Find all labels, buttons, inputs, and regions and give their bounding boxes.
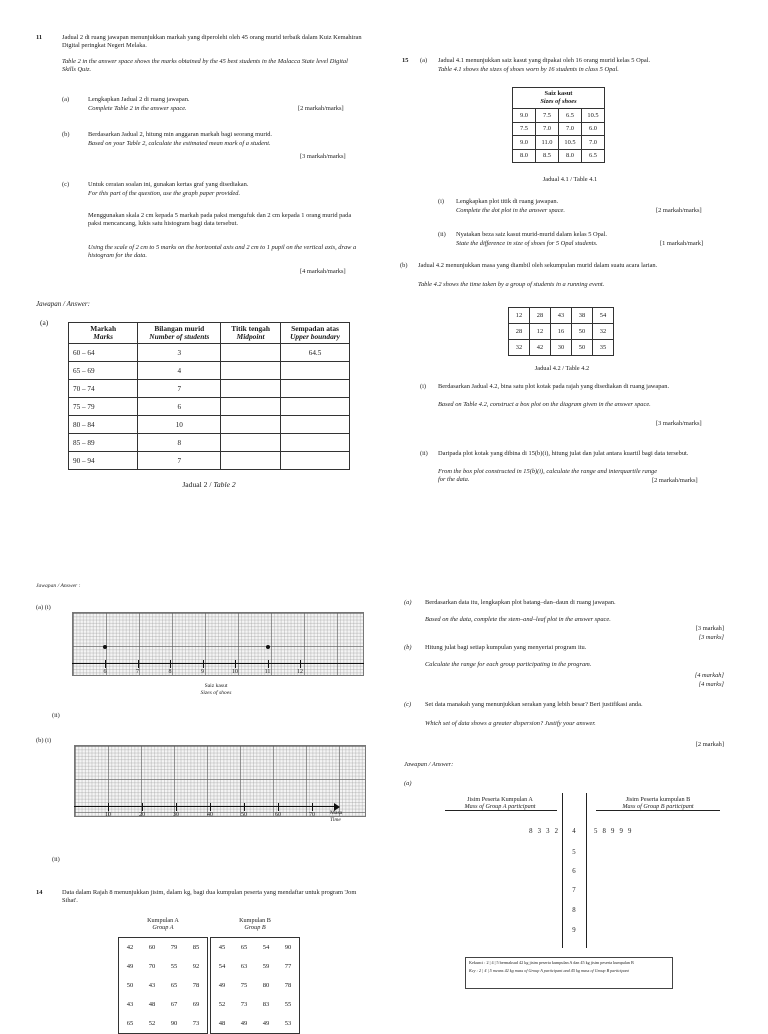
- cell: 28: [530, 308, 551, 324]
- cell: 92: [192, 963, 200, 970]
- cell: 70: [148, 963, 156, 970]
- part-label: (a): [420, 57, 428, 64]
- box-plot-axis: [74, 806, 336, 807]
- cell: 75 – 79: [69, 398, 138, 416]
- question-number: 15: [402, 57, 409, 64]
- cell: 60: [148, 944, 156, 951]
- cell: 80: [262, 982, 270, 989]
- part-a-en: Table 4.1 shows the sizes of shoes worn by 16 students in class 5 Opal.: [438, 66, 619, 73]
- question-number: 11: [36, 34, 43, 41]
- axis-tick-label: 50: [241, 812, 247, 818]
- cell: 54: [593, 308, 614, 324]
- table-row: [69, 434, 350, 452]
- part-label: (a): [62, 96, 70, 103]
- axis-tick-label: 60: [275, 812, 281, 818]
- cell[interactable]: [281, 362, 350, 380]
- table-row: [69, 398, 350, 416]
- answer-label: Jawapan / Answer:: [404, 761, 454, 768]
- marks-badge: [3 markah/marks]: [300, 153, 346, 160]
- cell: 65: [240, 944, 248, 951]
- cell: 65 – 69: [69, 362, 138, 380]
- part-label: (ii): [420, 450, 428, 457]
- marks-badge: [3 marks]: [698, 634, 724, 641]
- cell: 75: [240, 982, 248, 989]
- cell: 65: [126, 1020, 134, 1027]
- part-bi-ms: Berdasarkan Jadual 4.2, bina satu plot kotak pada rajah yang disediakan di ruang jawapan.: [438, 383, 670, 390]
- cell: 69: [192, 1001, 200, 1008]
- cell: 7.5: [513, 122, 536, 136]
- answer-part-label: (ii): [52, 856, 60, 863]
- cell: 50: [572, 340, 593, 356]
- part-c-instruction-en: Using the scale of 2 cm to 5 marks on the horizontal axis and 2 cm to 1 pupil on the vertical axis, draw a histogram for the data.: [88, 244, 357, 259]
- cell[interactable]: [281, 380, 350, 398]
- group-b-header: [210, 917, 300, 931]
- axis-tick: [210, 803, 211, 811]
- axis-tick-label: 10: [105, 812, 111, 818]
- axis-label-en: Time: [330, 817, 341, 823]
- part-label: (c): [62, 181, 70, 188]
- part-aii-ms: Nyatakan beza saiz kasut murid-murid dalam kelas 5 Opal.: [456, 231, 608, 238]
- stem-divider-left: [562, 793, 563, 948]
- header-ms: Markah: [90, 324, 117, 333]
- part-b-en: Calculate the range for each group participating in the program.: [425, 661, 592, 668]
- cell: 30: [551, 340, 572, 356]
- cell: 63: [240, 963, 248, 970]
- axis-tick-label: 6: [103, 669, 107, 675]
- leaf-header-ms: Jisim Peserta Kumpulan A: [467, 796, 533, 803]
- part-bi-en: Based on Table 4.2, construct a box plot on the diagram given in the answer space.: [438, 401, 651, 408]
- cell: 60 – 64: [69, 344, 138, 362]
- cell: 49: [262, 1020, 270, 1027]
- part-b-ms: Jadual 4.2 menunjukkan masa yang diambil oleh sekumpulan murid dalam suatu acara larian.: [418, 262, 658, 269]
- stem-value: 8: [572, 907, 576, 914]
- cell: 8.0: [513, 149, 536, 163]
- cell[interactable]: [221, 434, 281, 452]
- cell: 77: [284, 963, 292, 970]
- group-header-ms: Kumpulan B: [239, 917, 271, 924]
- header-underline: [445, 810, 557, 811]
- part-a-en: Complete Table 2 in the answer space.: [88, 105, 187, 112]
- cell: 54: [262, 944, 270, 951]
- cell: 53: [284, 1020, 292, 1027]
- cell: 50: [126, 982, 134, 989]
- shoe-table-header: [513, 88, 605, 109]
- stem-leaf-key: [465, 957, 673, 989]
- axis-tick: [105, 660, 106, 668]
- answer-part-label: (a): [40, 318, 49, 327]
- axis-label-ms: Masa: [330, 810, 343, 816]
- header-ms: Saiz kasut: [544, 90, 573, 97]
- table-row: [69, 416, 350, 434]
- group-a-table: [118, 937, 208, 1034]
- stem-value: 4: [572, 828, 576, 835]
- group-header-ms: Kumpulan A: [147, 917, 179, 924]
- table-row: [509, 308, 614, 324]
- cell: 90: [170, 1020, 178, 1027]
- part-b-ms: Berdasarkan Jadual 2, hitung min anggaran markah bagi seorang murid.: [88, 131, 273, 138]
- shoe-size-table: [512, 87, 605, 163]
- cell[interactable]: [221, 380, 281, 398]
- cell: 78: [284, 982, 292, 989]
- answer-label: Jawapan / Answer:: [36, 300, 90, 308]
- leaf-header-ms: Jisim Peserta kumpulan B: [625, 796, 691, 803]
- table-row: [119, 976, 208, 995]
- part-c-ms: Untuk ceraian soalan ini, gunakan kertas graf yang disediakan.: [88, 181, 249, 188]
- axis-tick: [138, 660, 139, 668]
- dot-plot-axis: [72, 663, 364, 664]
- question-intro-en: Table 2 in the answer space shows the marks obtained by the 45 best students in the Malacca State level Digital Skills Quiz.: [62, 58, 348, 73]
- cell: 49: [218, 982, 226, 989]
- table-row: [69, 362, 350, 380]
- part-b-ms: Hitung julat bagi setiap kumpulan yang menyertai program itu.: [425, 644, 587, 651]
- cell: 85: [192, 944, 200, 951]
- cell: 52: [148, 1020, 156, 1027]
- table-row: [509, 324, 614, 340]
- question-number: 14: [36, 889, 43, 896]
- part-c-en: For this part of the question, use the graph paper provided.: [88, 190, 241, 197]
- cell: 38: [572, 308, 593, 324]
- cell: 48: [148, 1001, 156, 1008]
- cell: 73: [192, 1020, 200, 1027]
- cell: 83: [262, 1001, 270, 1008]
- marks-badge: [3 markah]: [695, 625, 724, 632]
- answer-part-label: (a): [404, 780, 412, 787]
- axis-tick: [268, 660, 269, 668]
- table-row: [119, 938, 208, 958]
- part-ai-en: Complete the dot plot in the answer space.: [456, 207, 565, 214]
- table-row: [119, 957, 208, 976]
- marks-badge: [1 markah/mark]: [660, 240, 704, 247]
- part-a-ms: Lengkapkan Jadual 2 di ruang jawapan.: [88, 96, 190, 103]
- part-label: (i): [420, 383, 427, 390]
- cell: 55: [284, 1001, 292, 1008]
- marks-badge: [2 markah]: [695, 741, 724, 748]
- key-en: Key : 2 | 4 | 5 means 42 kg mass of Group A participant and 45 kg mass of Group B participant: [469, 968, 629, 973]
- table-row: [69, 344, 350, 362]
- axis-tick: [300, 660, 301, 668]
- axis-tick-label: 11: [264, 669, 271, 675]
- marks-badge: [3 markah/marks]: [656, 420, 702, 427]
- part-bii-en: From the box plot constructed in 15(b)(i), calculate the range and interquartile range for the data.: [438, 468, 658, 483]
- answer-part-label: (ii): [52, 712, 60, 719]
- cell: 67: [170, 1001, 178, 1008]
- leaf-header-en: Mass of Group B participant: [622, 803, 694, 810]
- axis-tick-label: 10: [232, 669, 238, 675]
- answer-title: Jawapan / Answer :: [36, 583, 81, 589]
- question-intro: Data dalam Rajah 8 menunjukkan jisim, dalam kg, bagi dua kumpulan peserta yang mendaftar untuk program 'Jom Sihat'.: [62, 889, 357, 904]
- cell[interactable]: [221, 344, 281, 362]
- header-en: Midpoint: [236, 332, 265, 341]
- axis-tick-label: 9: [201, 669, 204, 675]
- cell: 10.5: [559, 136, 582, 150]
- marks-badge: [2 markah/marks]: [298, 105, 344, 112]
- cell: 78: [192, 982, 200, 989]
- cell: 80 – 84: [69, 416, 138, 434]
- cell: 16: [551, 324, 572, 340]
- cell[interactable]: [281, 416, 350, 434]
- part-b-en: Table 4.2 shows the time taken by a group of students in a running event.: [418, 281, 605, 288]
- key-ms: Kekunci : 2 | 4 | 5 bermaksud 42 kg jisim peserta kumpulan A dan 45 kg jisim peserta kumpulan B: [469, 960, 634, 965]
- caption-ms: Jadual 2 /: [182, 480, 214, 489]
- plotted-dot: [266, 645, 270, 649]
- cell: 10: [138, 416, 221, 434]
- cell: 12: [509, 308, 530, 324]
- right-leaves-row[interactable]: 5 8 9 9 9: [594, 828, 632, 835]
- cell[interactable]: [221, 398, 281, 416]
- cell[interactable]: [281, 398, 350, 416]
- marks-badge: [2 markah/marks]: [652, 477, 698, 484]
- header-ms: Titik tengah: [231, 324, 270, 333]
- cell: 48: [218, 1020, 226, 1027]
- group-b-table: [210, 937, 300, 1034]
- table-row: [211, 957, 300, 976]
- part-label: (ii): [438, 231, 446, 238]
- cell: 43: [126, 1001, 134, 1008]
- cell: 50: [572, 324, 593, 340]
- axis-tick-label: 20: [139, 812, 145, 818]
- cell: 3: [138, 344, 221, 362]
- axis-tick-label: 30: [173, 812, 179, 818]
- axis-label-ms: Saiz kasut: [204, 683, 228, 689]
- cell[interactable]: [281, 434, 350, 452]
- table-row: [211, 938, 300, 958]
- axis-tick: [235, 660, 236, 668]
- cell[interactable]: [281, 452, 350, 470]
- axis-tick: [278, 803, 279, 811]
- table-row: [513, 109, 605, 123]
- cell: 12: [530, 324, 551, 340]
- part-aii-en: State the difference in size of shoes for 5 Opal students.: [456, 240, 598, 247]
- cell: 8: [138, 434, 221, 452]
- cell: 42: [126, 944, 134, 951]
- table-row: [211, 995, 300, 1014]
- part-label: (b): [400, 262, 408, 269]
- cell: 43: [148, 982, 156, 989]
- part-c-instruction-ms: Menggunakan skala 2 cm kepada 5 markah pada paksi mengufuk dan 2 cm kepada 1 orang murid pada paksi mencancang, lukis satu histogram bagi data tersebut.: [88, 212, 352, 227]
- axis-tick: [170, 660, 171, 668]
- left-leaf-header: [445, 796, 555, 810]
- cell: 49: [126, 963, 134, 970]
- header-ms: Bilangan murid: [154, 324, 205, 333]
- part-a-ms: Jadual 4.1 menunjukkan saiz kasut yang dipakai oleh 16 orang murid kelas 5 Opal.: [438, 57, 651, 64]
- header-en: Number of students: [149, 332, 210, 341]
- cell: 7.5: [536, 109, 559, 123]
- axis-label-en: Sizes of shoes: [200, 690, 232, 696]
- part-label: (b): [404, 644, 412, 651]
- cell: 54: [218, 963, 226, 970]
- cell: 49: [240, 1020, 248, 1027]
- part-a-ms: Berdasarkan data itu, lengkapkan plot batang–dan–daun di ruang jawapan.: [425, 599, 616, 606]
- cell: 9.0: [513, 136, 536, 150]
- cell: 4: [138, 362, 221, 380]
- cell: 43: [551, 308, 572, 324]
- stem-value: 7: [572, 887, 576, 894]
- part-c-ms: Set data manakah yang menunjukkan serakan yang lebih besar? Beri justifikasi anda.: [425, 701, 643, 708]
- cell[interactable]: [221, 452, 281, 470]
- cell: 7.0: [582, 136, 605, 150]
- stem-divider-right: [586, 793, 587, 948]
- table-row: [513, 122, 605, 136]
- marks-badge: [2 markah/marks]: [656, 207, 702, 214]
- part-bii-ms: Daripada plot kotak yang dibina di 15(b)(i), hitung julat dan julat antara kuartil bagi data tersebut.: [438, 450, 689, 457]
- cell: 73: [240, 1001, 248, 1008]
- cell: 11.0: [536, 136, 559, 150]
- axis-tick-label: 8: [168, 669, 172, 675]
- cell: 28: [509, 324, 530, 340]
- cell: 90: [284, 944, 292, 951]
- cell: 7: [138, 380, 221, 398]
- cell: 42: [530, 340, 551, 356]
- marks-badge: [4 marks]: [698, 681, 724, 688]
- header-ms: Sempadan atas: [291, 324, 339, 333]
- cell: 6.5: [582, 149, 605, 163]
- cell: 7.0: [536, 122, 559, 136]
- cell: 7: [138, 452, 221, 470]
- right-leaf-header: [598, 796, 718, 810]
- cell: 79: [170, 944, 178, 951]
- cell: 32: [509, 340, 530, 356]
- answer-part-label: (a) (i): [36, 604, 51, 611]
- part-label: (i): [438, 198, 445, 205]
- cell[interactable]: [221, 416, 281, 434]
- dot-axis-label: [186, 683, 246, 697]
- cell: 55: [170, 963, 178, 970]
- table-caption: Jadual 4.2 / Table 4.2: [534, 365, 590, 372]
- table-row: [513, 149, 605, 163]
- cell: 7.0: [559, 122, 582, 136]
- time-axis-label: [330, 810, 342, 824]
- cell: 6: [138, 398, 221, 416]
- cell: 6.0: [582, 122, 605, 136]
- axis-tick-label: 12: [297, 669, 303, 675]
- axis-tick-label: 7: [136, 669, 139, 675]
- table-caption: Jadual 4.1 / Table 4.1: [542, 176, 598, 183]
- part-label: (a): [404, 599, 412, 606]
- cell: 8.5: [536, 149, 559, 163]
- table-row: [509, 340, 614, 356]
- marks-badge: [4 markah/marks]: [300, 268, 346, 275]
- cell: 59: [262, 963, 270, 970]
- part-a-en: Based on the data, complete the stem–and–leaf plot in the answer space.: [425, 616, 611, 623]
- group-a-header: [118, 917, 208, 931]
- header-en: Sizes of shoes: [540, 98, 577, 105]
- axis-tick-label: 40: [207, 812, 213, 818]
- cell: 85 – 89: [69, 434, 138, 452]
- left-leaves-row[interactable]: 8 3 3 2: [529, 828, 558, 835]
- stem-value: 6: [572, 868, 576, 875]
- cell: 35: [593, 340, 614, 356]
- axis-tick: [244, 803, 245, 811]
- header-en: Marks: [93, 332, 114, 341]
- plotted-dot: [103, 645, 107, 649]
- cell[interactable]: [221, 362, 281, 380]
- axis-tick: [203, 660, 204, 668]
- cell: 6.5: [559, 109, 582, 123]
- header-underline: [596, 810, 720, 811]
- axis-tick-label: 70: [309, 812, 315, 818]
- marks-table: [68, 322, 350, 470]
- part-c-en: Which set of data shows a greater dispersion? Justify your answer.: [425, 720, 596, 727]
- part-label: (b): [62, 131, 70, 138]
- cell: 45: [218, 944, 226, 951]
- stem-value: 9: [572, 927, 576, 934]
- cell: 9.0: [513, 109, 536, 123]
- group-header-en: Group A: [152, 924, 174, 931]
- cell: 65: [170, 982, 178, 989]
- table-row: [69, 452, 350, 470]
- axis-tick: [108, 803, 109, 811]
- leaf-header-en: Mass of Group A participant: [464, 803, 536, 810]
- cell: 52: [218, 1001, 226, 1008]
- group-header-en: Group B: [244, 924, 266, 931]
- axis-tick: [142, 803, 143, 811]
- time-table: [508, 307, 614, 356]
- cell: 8.0: [559, 149, 582, 163]
- cell: 10.5: [582, 109, 605, 123]
- marks-badge: [4 markah]: [694, 672, 724, 679]
- table-row: [211, 976, 300, 995]
- part-b-en: Based on your Table 2, calculate the estimated mean mark of a student.: [88, 140, 271, 147]
- cell[interactable]: 64.5: [281, 344, 350, 362]
- header-en: Upper boundary: [290, 332, 340, 341]
- cell: 90 – 94: [69, 452, 138, 470]
- table-caption: [68, 480, 350, 489]
- table-row: [119, 995, 208, 1014]
- axis-tick: [176, 803, 177, 811]
- question-intro-ms: Jadual 2 di ruang jawapan menunjukkan markah yang diperolehi oleh 45 orang murid terbaik dalam Kuiz Kemahiran Digital peringkat Negeri Melaka.: [62, 34, 362, 49]
- axis-tick: [312, 803, 313, 811]
- dot-plot-grid[interactable]: [72, 612, 364, 676]
- part-label: (c): [404, 701, 412, 708]
- table-row: [69, 380, 350, 398]
- stem-value: 5: [572, 849, 576, 856]
- caption-en: Table 2: [213, 480, 236, 489]
- cell: 70 – 74: [69, 380, 138, 398]
- part-ai-ms: Lengkapkan plot titik di ruang jawapan.: [456, 198, 559, 205]
- table-row: [513, 136, 605, 150]
- answer-part-label: (b) (i): [36, 737, 52, 744]
- cell: 32: [593, 324, 614, 340]
